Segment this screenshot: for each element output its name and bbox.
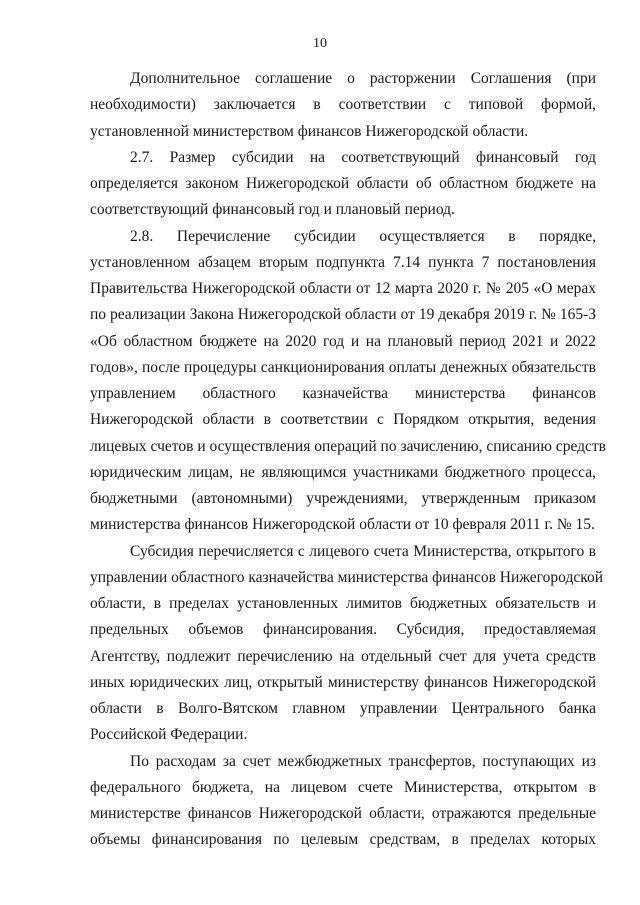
text-line: Российской Федерации. bbox=[90, 726, 248, 744]
text-line: определяется законом Нижегородской области об областном бюджете на bbox=[90, 175, 596, 192]
text-line: 2.8. Перечисление субсидии осуществляется в порядке, bbox=[130, 227, 596, 245]
text-line: Субсидия перечисляется с лицевого счета Министерства, открытого в bbox=[130, 542, 596, 560]
text-line: предельных объемов финансирования. Субсидия, предоставляемая bbox=[90, 621, 596, 639]
text-line: соответствующий финансовый год и плановый период. bbox=[90, 201, 455, 219]
text-line: объемы финансирования по целевым средствам, в пределах которых bbox=[90, 831, 596, 849]
text-line: лицевых счетов и осуществления операций по зачислению, списанию средств bbox=[90, 437, 606, 455]
text-line: Дополнительное соглашение о расторжении Соглашения (при bbox=[130, 70, 596, 87]
text-line: необходимости) заключается в соответствии с типовой формой, bbox=[90, 96, 596, 114]
text-line: по реализации Закона Нижегородской области от 19 декабря 2019 г. № 165-З bbox=[90, 306, 596, 324]
text-line: «Об областном бюджете на 2020 год и на плановый период 2021 и 2022 bbox=[90, 332, 596, 350]
text-line: установленной министерством финансов Нижегородской области. bbox=[90, 122, 529, 140]
text-line: 2.7. Размер субсидии на соответствующий финансовый год bbox=[130, 148, 596, 166]
text-line: юридическим лицам, не являющимся участниками бюджетного процесса, bbox=[90, 463, 596, 481]
text-line: управлении областного казначейства министерства финансов Нижегородской bbox=[90, 568, 603, 586]
text-line: бюджетными (автономными) учреждениями, утвержденным приказом bbox=[90, 490, 596, 507]
document-body bbox=[90, 66, 606, 854]
text-line: годов», после процедуры санкционирования оплаты денежных обязательств bbox=[90, 358, 596, 376]
text-line: управлением областного казначейства министерства финансов bbox=[90, 385, 596, 402]
text-line: Агентству, подлежит перечислению на отдельный счет для учета средств bbox=[90, 647, 596, 665]
text-line: федерального бюджета, на лицевом счете Министерства, открытом в bbox=[90, 778, 596, 796]
text-line: министерстве финансов Нижегородской области, отражаются предельные bbox=[90, 805, 596, 822]
text-line: Нижегородской области в соответствии с Порядком открытия, ведения bbox=[90, 411, 596, 429]
page-number: 10 bbox=[313, 36, 327, 51]
text-line: иных юридических лиц, открытый министерству финансов Нижегородской bbox=[90, 673, 596, 691]
text-line: По расходам за счет межбюджетных трансфертов, поступающих из bbox=[130, 752, 596, 770]
text-line: области, в пределах установленных лимитов бюджетных обязательств и bbox=[90, 595, 596, 612]
text-line: области в Волго-Вятском главном управлении Центрального банка bbox=[90, 700, 596, 717]
text-line: установленном абзацем вторым подпункта 7.14 пункта 7 постановления bbox=[90, 253, 596, 271]
text-line: Правительства Нижегородской области от 12 марта 2020 г. № 205 «О мерах bbox=[90, 280, 596, 297]
text-line: министерства финансов Нижегородской области от 10 февраля 2011 г. № 15. bbox=[90, 516, 595, 534]
